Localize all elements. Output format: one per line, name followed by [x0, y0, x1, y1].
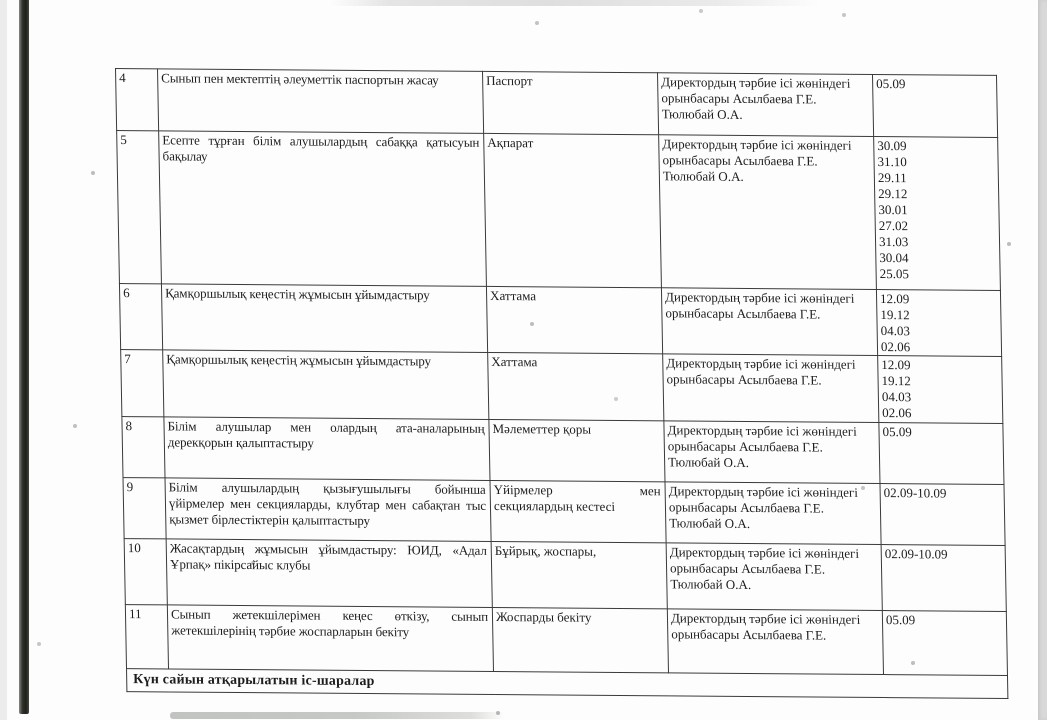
- text-line: 19.12: [880, 307, 910, 323]
- dates-cell: [879, 423, 1004, 485]
- text-line: Тюлюбай О.А.: [669, 515, 751, 532]
- row-number-cell: 10: [124, 539, 167, 605]
- text-line: Хаттама: [491, 353, 538, 370]
- task-cell: [158, 69, 484, 134]
- dates-cell: [880, 484, 1005, 546]
- table-row: [121, 350, 1003, 424]
- table-row: [123, 478, 1005, 546]
- text-line: Сынып пен мектептің әлеуметтік паспортын жасау: [161, 70, 439, 88]
- text-line: орынбасары Асылбаева Г.Е.: [665, 305, 821, 322]
- text-line: 04.03: [880, 323, 911, 339]
- text-line: 31.03: [878, 234, 909, 250]
- text-line: 05.09: [885, 612, 916, 628]
- doc-type-cell: [490, 480, 666, 542]
- responsible-cell: [666, 543, 882, 611]
- text-line: Паспорт: [486, 72, 533, 89]
- text-line: жетекшілерінің тәрбие жоспарларын бекіту: [171, 622, 410, 640]
- task-cell: [161, 284, 487, 353]
- text-line: Жасақтардың жұмысын ұйымдастыру: ЮИД, «Адал: [169, 540, 487, 558]
- text-line: орынбасары Асылбаева Г.Е.: [661, 90, 817, 107]
- text-line: 12.09: [879, 291, 910, 307]
- text-line: Директордың тәрбие ісі жөніндегі: [666, 355, 856, 372]
- text-line: Ұрпақ» пікірсайыс клубы: [169, 556, 311, 573]
- text-line: орынбасары Асылбаева Г.Е.: [669, 560, 826, 577]
- row-number-cell: 8: [122, 417, 165, 478]
- text-line: 27.02: [878, 218, 909, 234]
- row-number-cell: 5: [117, 131, 162, 284]
- text-line: Директордың тәрбие ісі жөніндегі: [668, 483, 859, 500]
- text-line: Мәлеметтер қоры: [492, 420, 592, 437]
- text-line: Ақпарат: [487, 134, 534, 151]
- table-row: [122, 417, 1004, 485]
- text-line: орынбасары Асылбаева Г.Е.: [671, 626, 827, 643]
- table-row: [117, 131, 1001, 291]
- dates-cell: [872, 74, 997, 137]
- text-line: 04.03: [881, 389, 912, 405]
- task-cell: [166, 539, 492, 608]
- responsible-cell: [664, 421, 880, 484]
- responsible-cell: [665, 482, 881, 545]
- text-line: Қамқоршылық кеңестің жұмысын ұйымдастыру: [166, 351, 432, 369]
- scan-right-edge: [1038, 0, 1047, 720]
- binding-spine-bar: [19, 0, 29, 714]
- task-cell: [165, 478, 491, 542]
- text-line: Хаттама: [489, 287, 537, 304]
- text-line: орынбасары Асылбаева Г.Е.: [668, 499, 825, 516]
- text-line: 19.12: [881, 373, 911, 389]
- text-line: орынбасары Асылбаева Г.Е.: [666, 371, 822, 388]
- text-line: 30.01: [878, 201, 908, 218]
- doc-type-cell: [482, 71, 658, 134]
- text-line: орынбасары Асылбаева Г.Е.: [662, 152, 818, 169]
- text-line: Білім алушылар мен олардың ата-аналарының: [167, 418, 485, 436]
- doc-type-cell: [491, 541, 667, 608]
- doc-type-cell: [484, 133, 662, 287]
- text-line: Тюлюбай О.А.: [661, 106, 743, 122]
- doc-type-cell: [489, 419, 665, 481]
- text-line: дерекқорын қалыптастыру: [167, 434, 314, 451]
- text-line: 31.10: [877, 153, 907, 170]
- task-cell: [167, 605, 493, 672]
- row-number-cell: 7: [121, 350, 164, 417]
- table-row: [119, 284, 1001, 357]
- responsible-cell: [667, 609, 883, 675]
- text-line: Бұйрық, жоспары,: [494, 542, 597, 559]
- activity-schedule-table-wrap: [115, 68, 1008, 699]
- row-number-cell: 4: [116, 69, 159, 131]
- scan-left-edge: [0, 0, 7, 720]
- text-line: Білім алушылардың қызығушылығы бойынша: [168, 479, 486, 497]
- text-line: 02.06: [882, 405, 912, 421]
- text-line: 29.12: [878, 185, 908, 202]
- task-cell: [159, 131, 487, 287]
- dates-cell: [882, 611, 1007, 676]
- text-line: 25.05: [879, 266, 910, 282]
- responsible-cell: [659, 135, 877, 290]
- row-number-cell: 6: [119, 284, 162, 350]
- dates-cell: [874, 136, 1001, 290]
- text-line: 02.09-10.09: [883, 485, 947, 501]
- table-row: [125, 605, 1007, 676]
- responsible-cell: [661, 288, 877, 356]
- text-line: секциялардың кестесі: [493, 497, 616, 514]
- text-line: бақылау: [162, 148, 208, 164]
- scan-smudge-top: [330, 0, 820, 6]
- text-line: Жоспарды бекіту: [495, 609, 592, 625]
- dates-cell: [881, 545, 1006, 612]
- responsible-cell: [663, 354, 879, 423]
- text-line: қызмет бірлестіктерін қалыптастыру: [169, 511, 371, 529]
- text-line: Тюлюбай О.А.: [667, 454, 750, 470]
- task-cell: [164, 417, 490, 481]
- text-line: Директордың тәрбие ісі жөніндегі: [662, 136, 852, 153]
- table-row: [116, 69, 998, 138]
- text-line: Директордың тәрбие ісі жөніндегі: [661, 74, 851, 91]
- text-line: орынбасары Асылбаева Г.Е.: [667, 438, 823, 455]
- text-line: 05.09: [882, 424, 912, 440]
- text-line: Директордың тәрбие ісі жөніндегі: [667, 422, 857, 439]
- text-line: Директордың тәрбие ісі жөніндегі: [670, 610, 861, 627]
- task-cell: [163, 350, 489, 420]
- dates-cell: [878, 355, 1003, 423]
- scan-smudge-bottom: [170, 712, 505, 719]
- schedule-table-body: [116, 69, 1008, 676]
- table-row: [124, 539, 1006, 612]
- text-line: Тюлюбай О.А.: [670, 576, 752, 593]
- doc-type-cell: [492, 607, 668, 672]
- text-line: Сынып жетекшілерімен кеңес өткізу, сынып: [170, 606, 489, 624]
- text-line: 12.09: [881, 357, 911, 373]
- text-line: үйірмелер мен секцияларды, клубтар мен сабақтан тыс: [168, 495, 487, 513]
- row-number-cell: 9: [123, 478, 166, 539]
- text-line: Есепте тұрған білім алушылардың сабаққа қатысуын: [162, 132, 480, 150]
- text-line: Қамқоршылық кеңестің жұмысын ұйымдастыру: [164, 285, 430, 303]
- text-line: 30.04: [879, 250, 909, 266]
- text-line: 30.09: [877, 137, 907, 154]
- activity-schedule-table: [115, 68, 1008, 699]
- scan-noise-speckles: [0, 0, 2, 2]
- text-line: 29.11: [877, 169, 907, 186]
- text-line: Тюлюбай О.А.: [662, 168, 744, 184]
- daily-activities-heading: Күн сайын атқарылатын іс-шаралар: [127, 669, 1008, 699]
- doc-type-cell: [486, 286, 662, 353]
- text-line: 05.09: [876, 75, 906, 92]
- text-line: 02.09-10.09: [884, 546, 948, 562]
- doc-type-cell: [488, 352, 664, 420]
- text-line: Директордың тәрбие ісі жөніндегі: [669, 544, 860, 561]
- text-line: Директордың тәрбие ісі жөніндегі: [664, 289, 855, 306]
- row-number-cell: 11: [125, 605, 168, 669]
- responsible-cell: [657, 73, 873, 137]
- dates-cell: [876, 289, 1001, 356]
- text-line: 02.06: [880, 339, 911, 355]
- text-line: Үйірмелер мен: [493, 481, 661, 499]
